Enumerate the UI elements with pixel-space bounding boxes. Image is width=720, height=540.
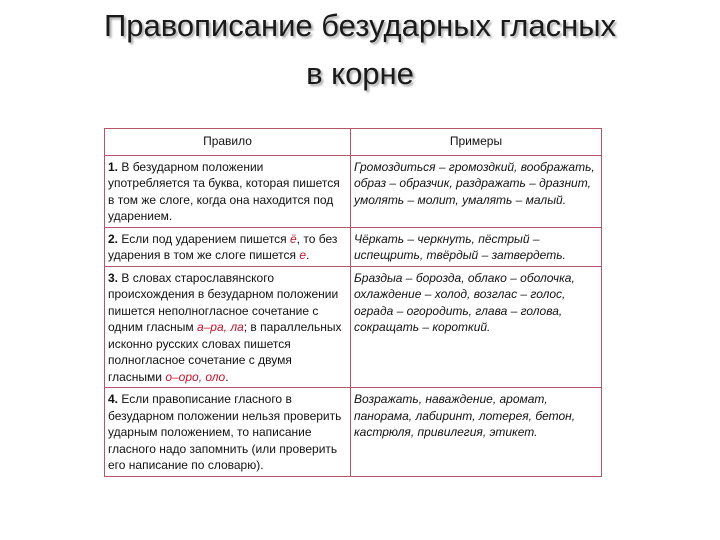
examples-cell: Браздыа – борозда, облако – оболочка, охлаждение – холод, возглас – голос, ограда – огородить, глава – голова, сокращать – короткий.: [351, 266, 602, 388]
rule-text: .: [225, 369, 229, 384]
table-row: [105, 155, 602, 227]
highlight-combination: а–ра, ла: [196, 320, 244, 334]
highlight-combination: о–оро, оло: [165, 369, 226, 384]
rule-text: .: [306, 248, 310, 262]
table-row: [105, 266, 602, 388]
rule-number: 4.: [108, 392, 119, 406]
examples-cell: Чёркать – черкнуть, пёстрый – испещрить, твёрдый – затвердеть.: [351, 227, 602, 266]
rules-table: [104, 128, 602, 477]
table-row: [105, 388, 602, 477]
rule-number: 1.: [108, 159, 119, 174]
rule-cell: [105, 388, 351, 477]
slide-title: [0, 0, 720, 98]
rule-text: ; в параллельных исконно русских словах пишется полногласное сочетание с двумя гласными: [108, 320, 342, 384]
highlight-letter: ё: [290, 231, 297, 246]
highlight-letter: е: [299, 248, 307, 262]
rule-cell: [105, 155, 351, 227]
rule-text: В словах старославянского происхождения в безударном положении пишется неполногласное сочетание с одним гласным: [108, 270, 339, 334]
header-examples: Примеры: [351, 129, 602, 156]
examples-cell: Возражать, наваждение, аромат, панорама, лабиринт, лотерея, бетон, кастрюля, привилегия, этикет.: [351, 388, 602, 477]
rule-number: 2.: [108, 231, 119, 246]
rule-number: 3.: [108, 270, 119, 285]
rule-cell: [105, 227, 351, 266]
rule-cell: [105, 266, 351, 388]
rule-text: Если правописание гласного в безударном положении нельзя проверить ударным положением, то написание гласного надо запомнить (или проверить его написание по словарю).: [108, 392, 342, 472]
header-rule: Правило: [105, 129, 351, 156]
examples-cell: Громоздиться – громоздкий, воображать, образ – образчик, раздражать – дразнит, умолять – молит, умалять – малый.: [351, 155, 602, 227]
table-row: [105, 227, 602, 266]
table-header-row: [105, 129, 602, 156]
title-line-1: Правописание безударных гласных: [104, 8, 616, 43]
rule-text: , то без ударения в том же слоге пишется: [108, 231, 338, 262]
rule-text: Если под ударением пишется: [118, 231, 291, 246]
title-line-2: в корне: [306, 56, 414, 91]
rule-text: В безударном положении употребляется та буква, которая пишется в том же слоге, когда она находится под ударением.: [108, 159, 340, 223]
